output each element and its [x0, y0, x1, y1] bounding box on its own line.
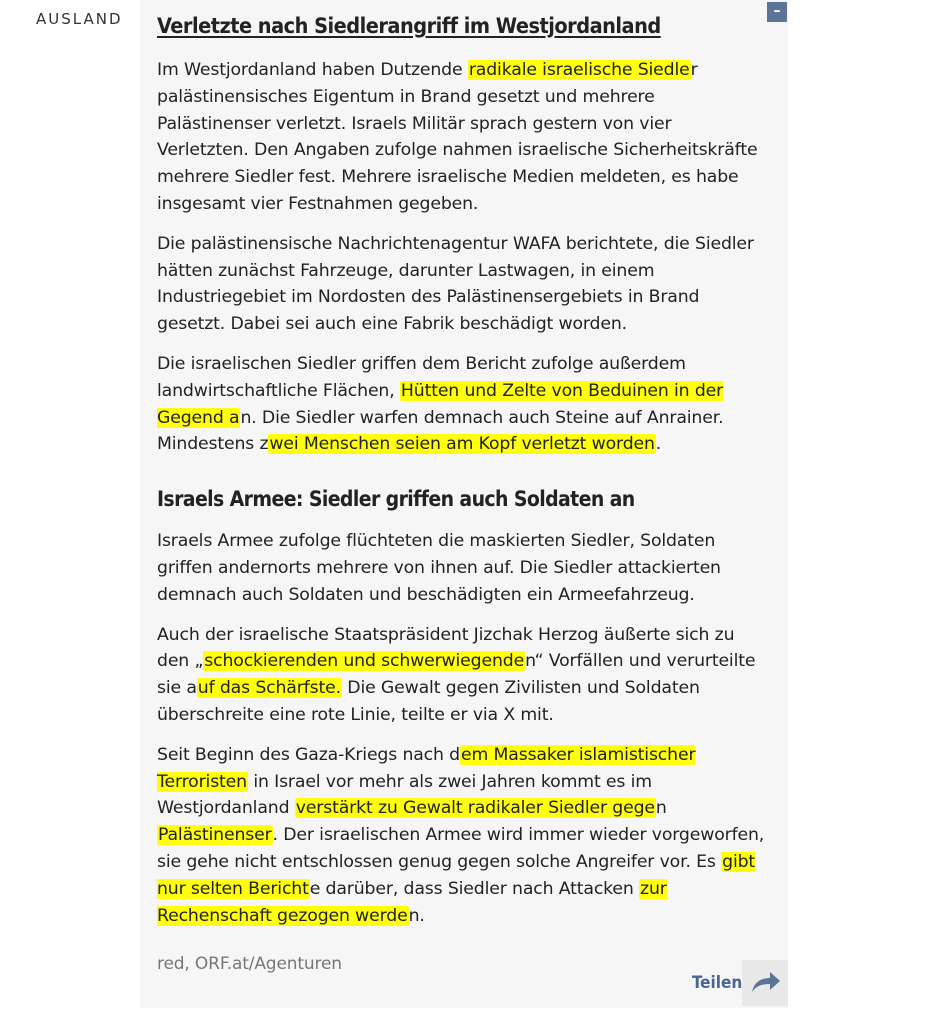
collapse-button[interactable] [767, 2, 787, 22]
highlight: Hütten und Zelte von Beduinen in der Gegend a [157, 380, 724, 428]
highlight: verstärkt zu Gewalt radikaler Siedler gege [295, 798, 655, 819]
highlight: uf das Schärfste. [197, 678, 341, 699]
highlight: em Massaker islamistischer Terroristen [157, 744, 696, 792]
paragraph-3: Die israelischen Siedler griffen dem Bericht zufolge außerdem landwirtschaftliche Flächen, Hütten und Zelte von Beduinen in der Gegend an. Die Siedler warfen demnach auch Steine auf Anrainer. Mindestens zwei Menschen seien am Kopf verletzt worden. [157, 353, 724, 455]
highlight: wei Menschen seien am Kopf verletzt worden [269, 434, 655, 455]
share-label: Teilen [692, 973, 743, 993]
highlight: gibt nur selten Bericht [157, 851, 756, 899]
minus-icon: – [773, 3, 781, 19]
highlight: zur Rechenschaft gezogen werde [157, 878, 667, 926]
section-subheading: Israels Armee: Siedler griffen auch Soldaten an [157, 487, 635, 512]
article-headline[interactable] [157, 14, 767, 39]
paragraph-2: Die palästinensische Nachrichtenagentur WAFA berichtete, die Siedler hätten zunächst Fahrzeuge, darunter Lastwagen, in einem Industriegebiet im Nordosten des Palästinensergebiets in Brand gesetzt. Dabei sei auch eine Fabrik beschädigt worden. [157, 233, 754, 335]
share-arrow-icon [742, 960, 788, 1006]
paragraph-1: Im Westjordanland haben Dutzende radikale israelische Siedler palästinensisches Eigentum in Brand gesetzt und mehrere Palästinenser verletzt. Israels Militär sprach gestern von vier Verletzten. Den Angaben zufolge nahmen israelische Sicherheitskräfte mehrere Siedler fest. Mehrere israelische Medien meldeten, es habe insgesamt vier Festnahmen gegeben. [157, 60, 758, 214]
headline-text: Verletzte nach Siedlerangriff im Westjordanland [157, 14, 661, 39]
share-button[interactable] [692, 960, 788, 1006]
paragraph-6: Seit Beginn des Gaza-Kriegs nach dem Massaker islamistischer Terroristen in Israel vor mehr als zwei Jahren kommt es im Westjordanland verstärkt zu Gewalt radikaler Siedler gegen Palästinenser. Der israelischen Armee wird immer wieder vorgeworfen, sie gehe nicht entschlossen genug gegen solche Angreifer vor. Es gibt nur selten Berichte darüber, dass Siedler nach Attacken zur Rechenschaft gezogen werden. [157, 744, 765, 926]
highlight: Palästinenser [158, 825, 272, 846]
paragraph-4: Israels Armee zufolge flüchteten die maskierten Siedler, Soldaten griffen andernorts mehrere von ihnen auf. Die Siedler attackierten demnach auch Soldaten und beschädigten ein Armeefahrzeug. [157, 531, 721, 605]
paragraph-5: Auch der israelische Staatspräsident Jizchak Herzog äußerte sich zu den „schockierenden und schwerwiegenden“ Vorfällen und verurteilte sie auf das Schärfste. Die Gewalt gegen Zivilisten und Soldaten überschreite eine rote Linie, teilte er via X mit. [157, 624, 756, 725]
article-content [157, 14, 767, 978]
category-label: AUSLAND [36, 10, 123, 28]
highlight: schockierenden und schwerwiegende [204, 651, 525, 672]
highlight: radikale israelische Siedle [468, 60, 690, 80]
article-source: red, ORF.at/Agenturen [157, 954, 342, 975]
